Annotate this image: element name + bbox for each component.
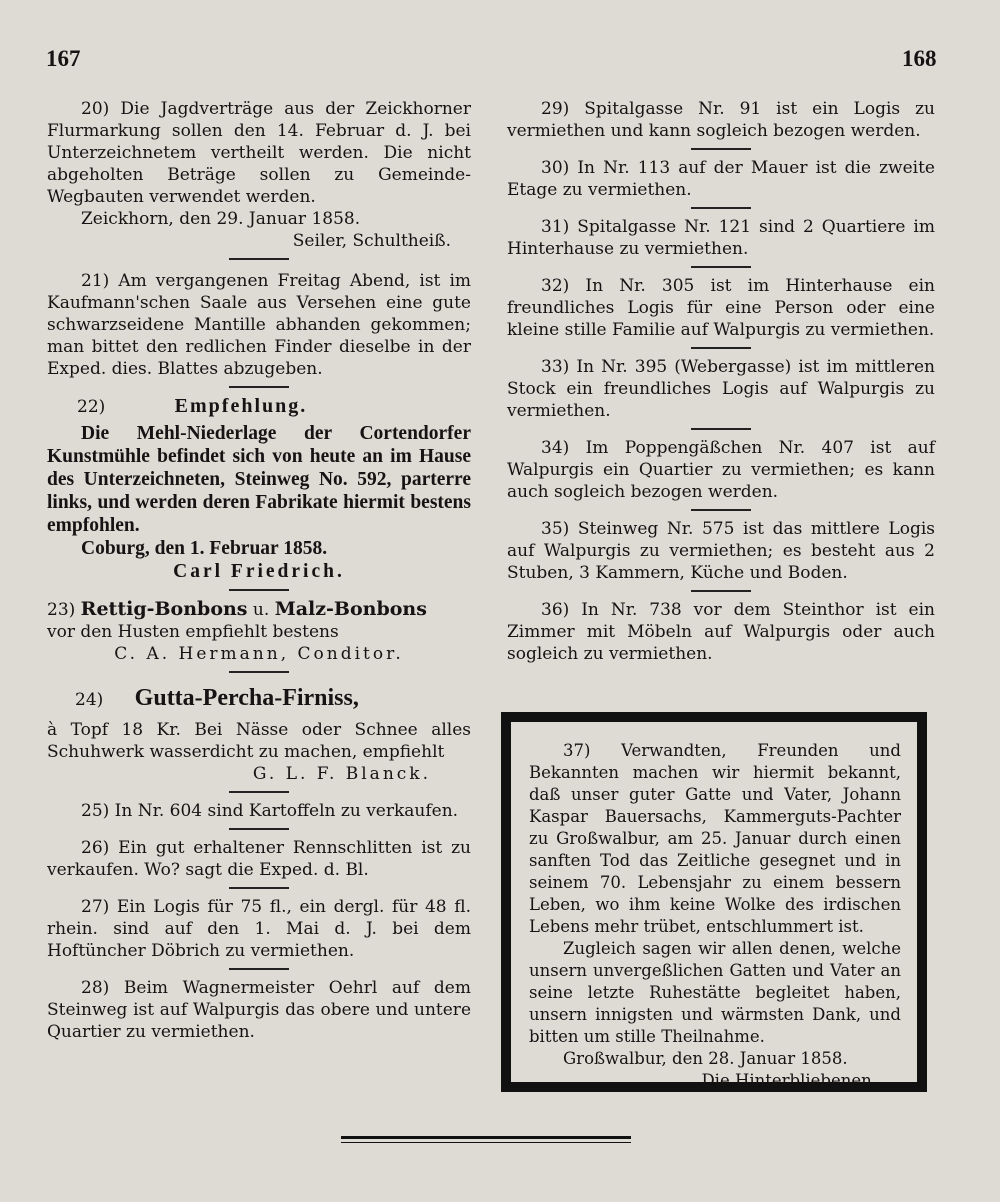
notice-28 bbox=[47, 977, 471, 1043]
notice-26 bbox=[47, 837, 471, 881]
notice-23-text: vor den Husten empfiehlt bestens bbox=[47, 622, 339, 642]
notice-23 bbox=[47, 598, 471, 665]
notice-37-place: Großwalbur, den 28. Januar 1858. bbox=[563, 1049, 848, 1068]
separator bbox=[691, 207, 751, 209]
notice-33 bbox=[507, 356, 935, 422]
right-column bbox=[507, 98, 935, 665]
notice-37-signature: Die Hinterbliebenen. bbox=[701, 1071, 877, 1090]
notice-22-place: Coburg, den 1. Februar 1858. bbox=[81, 538, 328, 559]
notice-20-signature: Seiler, Schultheiß. bbox=[292, 231, 451, 251]
page-number-left: 167 bbox=[46, 46, 81, 71]
notice-25-text: 25) In Nr. 604 sind Kartoffeln zu verkaufen. bbox=[81, 801, 459, 821]
notice-34 bbox=[507, 437, 935, 503]
notice-20-place: Zeickhorn, den 29. Januar 1858. bbox=[81, 209, 361, 229]
notice-20 bbox=[47, 98, 471, 252]
notice-22 bbox=[47, 395, 471, 583]
separator bbox=[691, 347, 751, 349]
notice-27-text: 27) Ein Logis für 75 fl., ein dergl. für 48 fl. rhein. sind auf den 1. Mai d. J. bei dem Hoftüncher Döbrich zu vermiethen. bbox=[47, 897, 471, 961]
notice-32 bbox=[507, 275, 935, 341]
page-number-right: 168 bbox=[902, 46, 937, 71]
notice-23-signature: C. A. Hermann, Conditor. bbox=[114, 644, 404, 664]
separator bbox=[229, 791, 289, 793]
page-end-rule bbox=[341, 1136, 631, 1139]
separator bbox=[691, 148, 751, 150]
separator bbox=[229, 887, 289, 889]
notice-29 bbox=[507, 98, 935, 142]
notice-24-heading: Gutta-Percha-Firniss, bbox=[134, 685, 359, 711]
notice-29-text: 29) Spitalgasse Nr. 91 ist ein Logis zu vermiethen und kann sogleich bezogen werden. bbox=[507, 99, 935, 141]
separator bbox=[229, 258, 289, 260]
notice-36-text: 36) In Nr. 738 vor dem Steinthor ist ein Zimmer mit Möbeln auf Walpurgis oder auch sogleich zu vermiethen. bbox=[507, 600, 935, 664]
notice-22-number: 22) bbox=[77, 397, 106, 417]
notice-24 bbox=[47, 687, 471, 785]
notice-28-text: 28) Beim Wagnermeister Oehrl auf dem Steinweg ist auf Walpurgis das obere und untere Quartier zu vermiethen. bbox=[47, 978, 471, 1042]
notice-31 bbox=[507, 216, 935, 260]
notice-37-text: 37) Verwandten, Freunden und Bekannten machen wir hiermit bekannt, daß unser guter Gatte und Vater, Johann Kaspar Bauersachs, Kammerguts-Pachter zu Großwalbur, am 25. Januar durch einen sanften Tod das Zeitliche gesegnet und in seinem 70. Lebensjahr zu einem bessern Leben, wo ihm keine Wolke des irdischen Lebens mehr trübet, entschlummert ist. bbox=[529, 741, 901, 936]
notice-25 bbox=[47, 800, 471, 822]
separator bbox=[229, 828, 289, 830]
notice-32-text: 32) In Nr. 305 ist im Hinterhause ein freundliches Logis für eine Person oder eine kleine stille Familie auf Walpurgis zu vermiethen. bbox=[507, 276, 935, 340]
obituary-notice-box bbox=[501, 712, 927, 1092]
notice-30 bbox=[507, 157, 935, 201]
notice-26-text: 26) Ein gut erhaltener Rennschlitten ist zu verkaufen. Wo? sagt die Exped. d. Bl. bbox=[47, 838, 471, 880]
notice-22-signature: Carl Friedrich. bbox=[173, 561, 345, 582]
notice-36 bbox=[507, 599, 935, 665]
notice-31-text: 31) Spitalgasse Nr. 121 sind 2 Quartiere im Hinterhause zu vermiethen. bbox=[507, 217, 935, 259]
separator bbox=[691, 509, 751, 511]
notice-33-text: 33) In Nr. 395 (Webergasse) ist im mittleren Stock ein freundliches Logis auf Walpurgis zu vermiethen. bbox=[507, 357, 935, 421]
notice-24-signature: G. L. F. Blanck. bbox=[252, 764, 431, 784]
notice-23-connector: u. bbox=[252, 600, 270, 620]
separator bbox=[691, 266, 751, 268]
notice-34-text: 34) Im Poppengäßchen Nr. 407 ist auf Walpurgis ein Quartier zu vermiethen; es kann auch sogleich bezogen werden. bbox=[507, 438, 935, 502]
notice-20-text: 20) Die Jagdverträge aus der Zeickhorner Flurmarkung sollen den 14. Februar d. J. bei Unterzeichnetem vertheilt werden. Die nicht abgeholten Beträge sollen zu Gemeinde-Wegbauten verwendet werden. bbox=[47, 99, 471, 207]
notice-37-text2: Zugleich sagen wir allen denen, welche unsern unvergeßlichen Gatten und Vater an seine letzte Ruhestätte begleitet haben, unsern innigsten und wärmsten Dank, und bitten um stille Theilnahme. bbox=[529, 939, 901, 1046]
notice-23-number: 23) bbox=[47, 600, 76, 620]
separator bbox=[691, 428, 751, 430]
separator bbox=[229, 671, 289, 673]
notice-35-text: 35) Steinweg Nr. 575 ist das mittlere Logis auf Walpurgis zu vermiethen; es besteht aus 2 Stuben, 3 Kammern, Küche und Boden. bbox=[507, 519, 935, 583]
notice-21-text: 21) Am vergangenen Freitag Abend, ist im Kaufmann'schen Saale aus Versehen eine gute schwarzseidene Mantille abhanden gekommen; man bittet den redlichen Finder dieselbe in der Exped. dies. Blattes abzugeben. bbox=[47, 271, 471, 379]
notice-27 bbox=[47, 896, 471, 962]
notice-30-text: 30) In Nr. 113 auf der Mauer ist die zweite Etage zu vermiethen. bbox=[507, 158, 935, 200]
separator bbox=[229, 386, 289, 388]
page-end-rule-thin bbox=[341, 1142, 631, 1143]
separator bbox=[229, 589, 289, 591]
notice-22-heading: Empfehlung. bbox=[174, 395, 308, 417]
notice-22-text: Die Mehl-Niederlage der Cortendorfer Kunstmühle befindet sich von heute an im Hause des Unterzeichneten, Steinweg No. 592, parterre links, und werden deren Fabrikate hiermit bestens empfohlen. bbox=[47, 423, 471, 536]
notice-35 bbox=[507, 518, 935, 584]
notice-21 bbox=[47, 270, 471, 380]
separator bbox=[691, 590, 751, 592]
notice-23-title-a: Rettig-Bonbons bbox=[80, 598, 248, 620]
separator bbox=[229, 968, 289, 970]
notice-24-text: à Topf 18 Kr. Bei Nässe oder Schnee alles Schuhwerk wasserdicht zu machen, empfiehlt bbox=[47, 720, 471, 762]
notice-23-title-b: Malz-Bonbons bbox=[274, 598, 427, 620]
left-column bbox=[47, 98, 471, 1043]
notice-24-number: 24) bbox=[75, 690, 104, 710]
